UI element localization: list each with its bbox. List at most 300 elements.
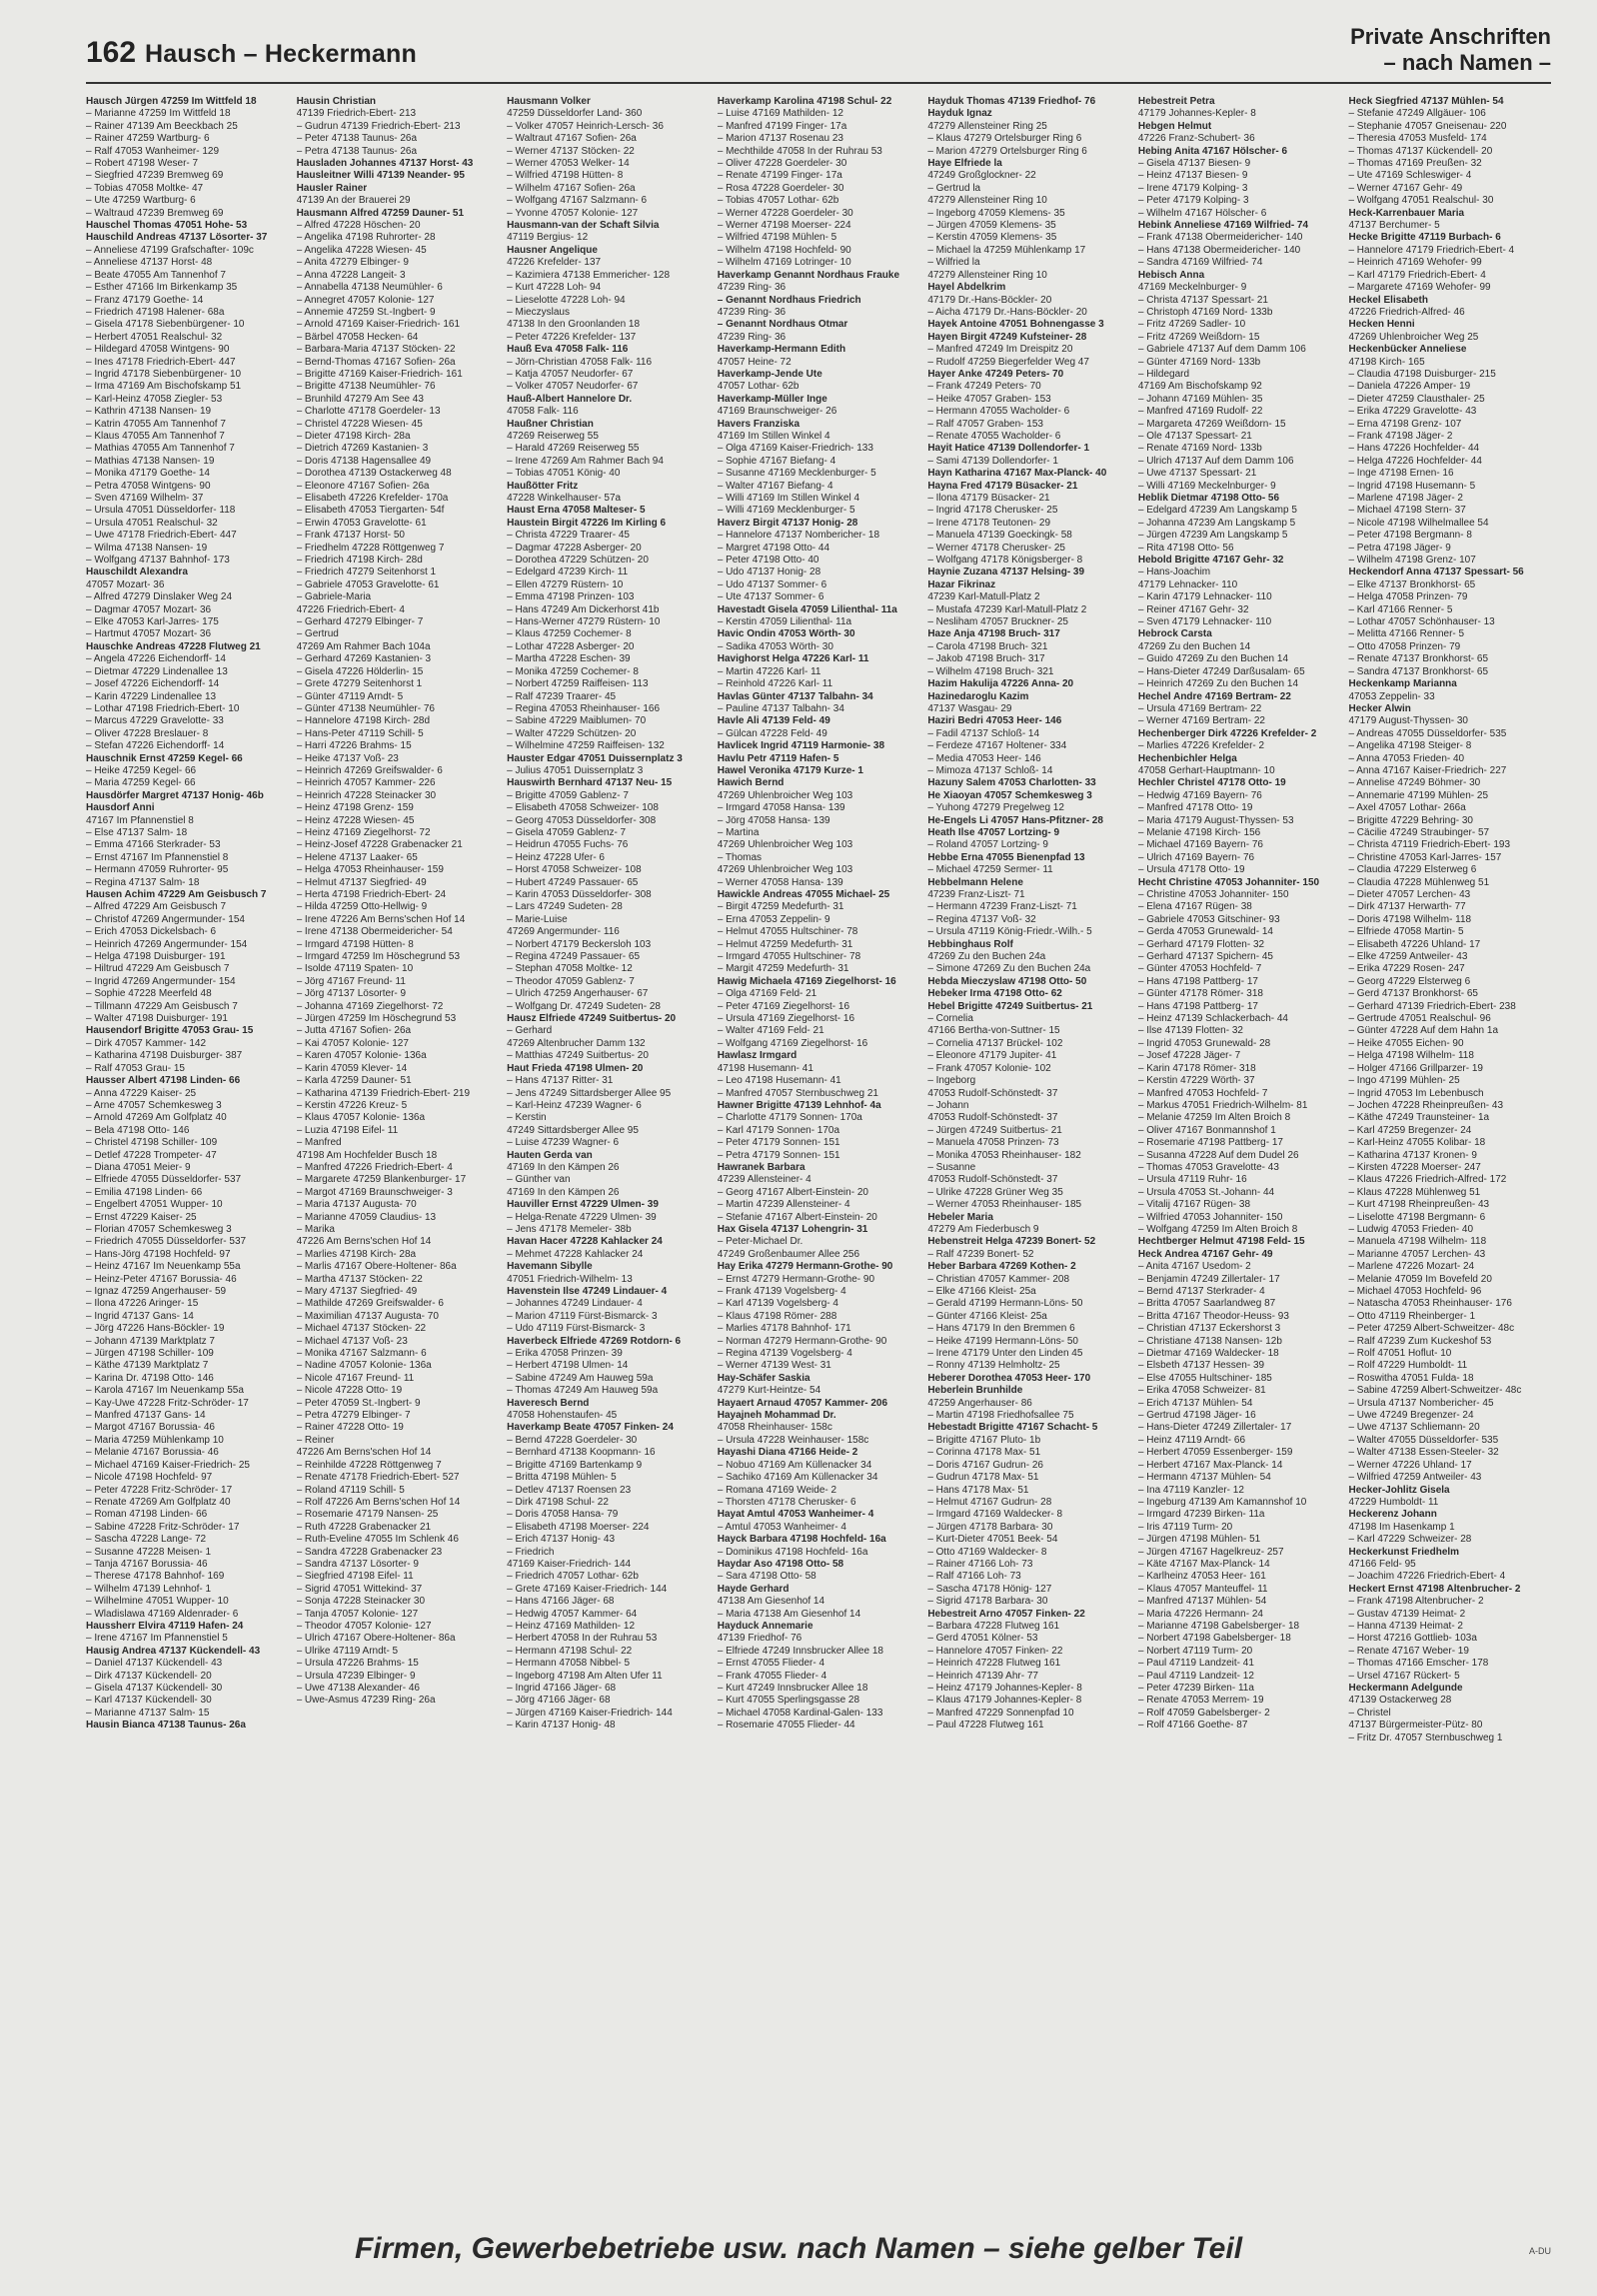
directory-name-entry: Hebing Anita 47167 Hölscher- 6 (1137, 145, 1288, 157)
directory-entry: – Helga 47198 Wilhelm- 118 (1348, 1050, 1474, 1062)
directory-entry: 47137 Berchumer- 5 (1348, 220, 1440, 232)
directory-entry: – Margit 47259 Medefurth- 31 (717, 963, 849, 975)
directory-entry: 47137 Bürgermeister-Pütz- 80 (1348, 1720, 1483, 1731)
directory-entry: – Hans 47198 Pattberg- 17 (1137, 975, 1258, 987)
directory-entry: – Christel 47228 Wiesen- 45 (296, 418, 423, 430)
directory-entry: – Brigitte 47169 Bartenkamp 9 (507, 1459, 643, 1471)
directory-entry: – Ralf 47239 Zum Kuckeshof 53 (1348, 1335, 1492, 1347)
directory-entry: – Liselotte 47198 Bergmann- 6 (1348, 1211, 1486, 1223)
directory-name-entry: Hax Gisela 47137 Lohengrin- 31 (717, 1223, 868, 1235)
directory-entry: – Ilona 47226 Aringer- 15 (86, 1298, 199, 1310)
directory-name-entry: Haverkamp Karolina 47198 Schul- 22 (717, 96, 892, 107)
directory-entry: – Irmgard 47259 Im Höschegrund 53 (296, 951, 461, 963)
directory-entry: – Renate 47269 Am Golfplatz 40 (86, 1496, 231, 1508)
directory-name-entry: Hauswirth Bernhard 47137 Neu- 15 (507, 777, 673, 789)
directory-entry: – Mechthilde 47058 In der Ruhrau 53 (717, 145, 882, 157)
directory-entry: – Mustafa 47239 Karl-Matull-Platz 2 (927, 603, 1087, 615)
directory-entry: – Hans 47226 Hochfelder- 44 (1348, 443, 1480, 455)
directory-entry: – Gustav 47139 Heimat- 2 (1348, 1608, 1466, 1620)
directory-entry: – Peter 47226 Krefelder- 137 (507, 331, 637, 343)
directory-entry: – Reiner (296, 1434, 335, 1446)
directory-entry: – Johann 47139 Marktplatz 7 (86, 1335, 215, 1347)
directory-name-entry: Hauviller Ernst 47229 Ulmen- 39 (507, 1199, 659, 1211)
directory-entry: – Rolf 47051 Hoflut- 10 (1348, 1348, 1452, 1360)
directory-entry: – Melanie 47259 Im Alten Broich 8 (1137, 1112, 1291, 1124)
directory-entry: – Ursula 47239 Elbinger- 9 (296, 1670, 416, 1682)
directory-entry: – Hildegard 47058 Wintgens- 90 (86, 344, 230, 356)
directory-entry: – Elisabeth 47226 Krefelder- 170a (296, 493, 449, 504)
directory-entry: – Gabriele 47053 Gravelotte- 61 (296, 578, 440, 590)
directory-entry: – Jürgen 47249 Suitbertus- 21 (927, 1124, 1062, 1136)
directory-entry: – Michael 47169 Kaiser-Friedrich- 25 (86, 1459, 250, 1471)
directory-entry: – Heidrun 47055 Fuchs- 76 (507, 839, 629, 851)
directory-entry: – Guido 47269 Zu den Buchen 14 (1137, 653, 1289, 665)
directory-entry: – Helga-Renate 47229 Ulmen- 39 (507, 1211, 657, 1223)
directory-entry: – Bernhard 47138 Koopmann- 16 (507, 1447, 656, 1459)
directory-entry: – Thomas 47053 Gravelotte- 43 (1137, 1161, 1279, 1173)
directory-entry: – Doris 47138 Hagensallee 49 (296, 455, 432, 467)
directory-entry: – Hedwig 47169 Bayern- 76 (1137, 789, 1262, 801)
directory-entry: 47057 Lothar- 62b (717, 381, 799, 393)
directory-entry: – Frank 47138 Obermeidericher- 140 (1137, 232, 1303, 244)
directory-entry: – Erika 47229 Gravelotte- 43 (1348, 406, 1477, 418)
directory-entry: 47057 Mozart- 36 (86, 578, 165, 590)
directory-entry: 47169 Braunschweiger- 26 (717, 406, 837, 418)
directory-entry: – Ursula 47226 Brahms- 15 (296, 1658, 419, 1670)
directory-entry: – Horst 47216 Gottlieb- 103a (1348, 1633, 1477, 1645)
directory-entry: – Karin 47059 Klever- 14 (296, 1062, 408, 1074)
directory-name-entry: Havers Franziska (717, 418, 800, 430)
directory-entry: – Paul 47228 Flutweg 161 (927, 1720, 1044, 1731)
directory-entry: – Ernst 47279 Hermann-Grothe- 90 (717, 1273, 875, 1285)
directory-entry: – Hildegard (1137, 368, 1190, 380)
directory-name-entry: Hebisch Anna (1137, 269, 1205, 281)
directory-entry: – Werner 47178 Cherusker- 25 (927, 542, 1065, 554)
directory-entry: – Walter 47169 Feld- 21 (717, 1025, 824, 1037)
directory-entry: – Jürgen 47198 Schiller- 109 (86, 1348, 214, 1360)
directory-entry: – Kerstin 47229 Wörth- 37 (1137, 1075, 1255, 1087)
directory-column-6 (1138, 96, 1341, 2218)
directory-entry: – Hartmut 47057 Mozart- 36 (86, 628, 212, 640)
directory-entry: – Roland 47057 Lortzing- 9 (927, 839, 1048, 851)
directory-entry: – Cäcilie 47249 Straubinger- 57 (1348, 826, 1490, 838)
directory-name-entry: Haverkamp Beate 47057 Finken- 24 (507, 1422, 674, 1434)
directory-entry: – Sabine 47229 Maiblumen- 70 (507, 715, 647, 727)
directory-name-entry: Hayduck Annemarie (717, 1620, 813, 1632)
directory-entry: – Marianne 47057 Lerchen- 43 (1348, 1248, 1486, 1260)
directory-entry: – Elisabeth 47198 Moerser- 224 (507, 1521, 650, 1533)
directory-entry: 47269 Uhlenbroicher Weg 103 (717, 839, 853, 851)
directory-entry: – Bela 47198 Otto- 146 (86, 1124, 190, 1136)
directory-entry: – Elisabeth 47058 Schweizer- 108 (507, 802, 659, 814)
directory-name-entry: Hebestreit Arno 47057 Finken- 22 (927, 1608, 1085, 1620)
directory-entry: – Josef 47228 Jäger- 7 (1137, 1050, 1241, 1062)
directory-entry: – Nicole 47228 Otto- 19 (296, 1385, 403, 1397)
directory-name-entry: Heckenbücker Anneliese (1348, 344, 1467, 356)
directory-entry: 47228 Winkelhauser- 57a (507, 493, 622, 504)
directory-entry: – Ole 47137 Spessart- 21 (1137, 430, 1252, 442)
directory-entry: – Heinz 47228 Ufer- 6 (507, 851, 605, 863)
directory-entry: – Klaus 47179 Johannes-Kepler- 8 (927, 1695, 1082, 1707)
directory-entry: – Tanja 47057 Kolonie- 127 (296, 1608, 419, 1620)
directory-entry: – Uwe-Asmus 47239 Ring- 26a (296, 1695, 436, 1707)
directory-entry: – Melitta 47166 Renner- 5 (1348, 628, 1465, 640)
directory-entry: – Margareta 47269 Weißdorn- 15 (1137, 418, 1286, 430)
directory-name-entry: Hazinedaroglu Kazim (927, 690, 1029, 702)
directory-name-entry: Hausmann Volker (507, 96, 591, 107)
directory-entry: – Manuela 47139 Goeckingk- 58 (927, 530, 1072, 542)
directory-entry: – Barbara-Maria 47137 Stöcken- 22 (296, 344, 456, 356)
directory-entry: – Martha 47228 Eschen- 39 (507, 653, 631, 665)
directory-entry: 47053 Zeppelin- 33 (1348, 690, 1435, 702)
directory-entry: – Georg 47167 Albert-Einstein- 20 (717, 1186, 868, 1198)
directory-entry: – Ralf 47239 Traarer- 45 (507, 690, 617, 702)
directory-entry: – Petra 47138 Taunus- 26a (296, 145, 418, 157)
directory-name-entry: Hawickle Andreas 47055 Michael- 25 (717, 889, 890, 900)
directory-name-entry: Hebestadt Brigitte 47167 Schacht- 5 (927, 1422, 1098, 1434)
directory-entry: – Hans-Joachim (1137, 567, 1211, 578)
directory-entry: – Karl-Heinz 47239 Wagner- 6 (507, 1099, 642, 1111)
directory-entry: – Monika 47053 Rheinhauser- 182 (927, 1149, 1081, 1161)
directory-entry: – Klaus 47259 Cochemer- 8 (507, 628, 632, 640)
directory-entry: – Katrin 47055 Am Tannenhof 7 (86, 418, 226, 430)
directory-entry: – Hans 47137 Ritter- 31 (507, 1075, 614, 1087)
directory-entry: – Gerhard 47137 Spichern- 45 (1137, 951, 1273, 963)
directory-entry: 47167 Im Pfannenstiel 8 (86, 814, 194, 826)
directory-entry: 47249 Großenbaumer Allee 256 (717, 1248, 860, 1260)
directory-entry: – Elsbeth 47137 Hessen- 39 (1137, 1360, 1265, 1372)
directory-entry: – Kurt-Dieter 47051 Beek- 54 (927, 1534, 1058, 1546)
directory-entry: – Peter 47179 Sonnen- 151 (717, 1137, 840, 1149)
directory-entry: – Sigrid 47051 Wittekind- 37 (296, 1583, 423, 1595)
directory-entry: – Herbert 47051 Realschul- 32 (86, 331, 223, 343)
directory-entry: – Else 47137 Salm- 18 (86, 826, 188, 838)
directory-name-entry: Haydar Aso 47198 Otto- 58 (717, 1558, 844, 1570)
directory-column-7 (1348, 96, 1551, 2218)
directory-entry: – Matthias 47249 Suitbertus- 20 (507, 1050, 649, 1062)
directory-entry: – Yvonne 47057 Kolonie- 127 (507, 207, 639, 219)
directory-entry: – Walter 47229 Schützen- 20 (507, 727, 637, 739)
directory-entry: – Elisabeth 47053 Tiergarten- 54f (296, 505, 445, 517)
directory-entry: – Heinrich 47228 Flutweg 161 (927, 1658, 1061, 1670)
directory-entry: – Maria 47179 August-Thyssen- 53 (1137, 814, 1294, 826)
directory-entry: – Günther van (507, 1174, 571, 1186)
directory-entry: 47269 Uhlenbroicher Weg 103 (717, 789, 853, 801)
directory-entry: – Anneliese 47137 Horst- 48 (86, 257, 213, 269)
directory-entry: – Klaus 47226 Friedrich-Alfred- 172 (1348, 1174, 1507, 1186)
directory-entry: – Karin 47137 Honig- 48 (507, 1720, 616, 1731)
directory-entry: – Heinrich 47269 Zu den Buchen 14 (1137, 678, 1299, 690)
directory-entry: – Emma 47166 Sterkrader- 53 (86, 839, 221, 851)
directory-entry: – Holger 47166 Grillparzer- 19 (1348, 1062, 1483, 1074)
directory-entry: – Hermann 47239 Franz-Liszt- 71 (927, 901, 1077, 913)
directory-entry: – Erich 47053 Dickelsbach- 6 (86, 926, 217, 938)
directory-entry: 47139 Friedrich-Ebert- 213 (296, 108, 417, 120)
directory-entry: – Karl 47179 Sonnen- 170a (717, 1124, 840, 1136)
directory-entry: – Paul 47119 Landzeit- 12 (1137, 1670, 1254, 1682)
directory-name-entry: Hayat Amtul 47053 Wanheimer- 4 (717, 1509, 874, 1521)
directory-entry: – Werner 47226 Uhland- 17 (1348, 1459, 1472, 1471)
directory-entry: – Karin 47179 Lehnacker- 110 (1137, 591, 1272, 603)
directory-entry: 47139 An der Brauerei 29 (296, 195, 411, 207)
directory-entry: – Manfred 47057 Sternbuschweg 21 (717, 1087, 878, 1099)
directory-entry: – Ursula 47169 Ziegelhorst- 16 (717, 1013, 855, 1025)
directory-entry: – Angelika 47228 Wiesen- 45 (296, 244, 427, 256)
directory-entry: – Susanne (927, 1161, 976, 1173)
directory-entry: – Heinz-Josef 47228 Grabenacker 21 (296, 839, 463, 851)
directory-entry: – Engelbert 47051 Wupper- 10 (86, 1199, 223, 1211)
directory-entry: – Ursula 47051 Realschul- 32 (86, 517, 218, 529)
directory-entry: – Günter 47169 Nord- 133b (1137, 356, 1261, 368)
directory-entry: – Kirsten 47228 Moerser- 247 (1348, 1161, 1481, 1173)
directory-entry: – Friedhelm 47228 Röttgenweg 7 (296, 542, 445, 554)
directory-entry: – Wolfgang Dr. 47249 Sudeten- 28 (507, 1000, 661, 1012)
directory-entry: – Theodor 47059 Gablenz- 7 (507, 975, 635, 987)
directory-entry: – Gisela 47137 Kückendell- 30 (86, 1683, 223, 1694)
directory-entry: 47279 Allensteiner Ring 10 (927, 269, 1047, 281)
directory-entry: – Lieselotte 47228 Loh- 94 (507, 294, 626, 306)
directory-entry: – Wolfgang 47167 Salzmann- 6 (507, 195, 648, 207)
directory-entry: – Nobuo 47169 Am Küllenacker 34 (717, 1459, 872, 1471)
directory-entry: – Susanna 47228 Auf dem Dudel 26 (1137, 1149, 1299, 1161)
directory-entry: – Karl-Heinz 47055 Kolibar- 18 (1348, 1137, 1486, 1149)
directory-name-entry: Hausner Angelique (507, 244, 598, 256)
directory-entry: – Rolf 47166 Goethe- 87 (1137, 1720, 1248, 1731)
directory-entry: – Friedrich 47057 Lothar- 62b (507, 1571, 639, 1583)
directory-entry: – Rainer 47228 Otto- 19 (296, 1422, 404, 1434)
directory-entry: – Cornelia (927, 1013, 973, 1025)
directory-entry: – Ute 47259 Wartburg- 6 (86, 195, 196, 207)
directory-entry: – Irene 47167 Im Pfannenstiel 5 (86, 1633, 228, 1645)
directory-entry: – Peter 47059 St.-Ingbert- 9 (296, 1397, 421, 1409)
directory-column-2 (297, 96, 500, 2218)
directory-entry: – Daniel 47137 Kückendell- 43 (86, 1658, 223, 1670)
directory-entry: – Josef 47226 Eichendorff- 14 (86, 678, 220, 690)
directory-entry: – Uwe 47137 Schliemann- 20 (1348, 1422, 1480, 1434)
directory-entry: – Kurt 47249 Innsbrucker Allee 18 (717, 1683, 868, 1694)
directory-name-entry: Hawner Brigitte 47139 Lehnhof- 4a (717, 1099, 881, 1111)
directory-entry: – Eleonore 47167 Sofien- 26a (296, 480, 430, 492)
directory-entry: 47249 Großglockner- 22 (927, 170, 1036, 182)
directory-entry: – Sophie 47167 Biefang- 4 (717, 455, 836, 467)
directory-entry: – Hans 47178 Max- 51 (927, 1484, 1029, 1496)
directory-entry: – Marianne 47198 Gabelsberger- 18 (1137, 1620, 1300, 1632)
directory-entry: – Manfred 47226 Friedrich-Ebert- 4 (296, 1161, 453, 1173)
directory-entry: – Andreas 47055 Düsseldorfer- 535 (1348, 727, 1507, 739)
directory-entry: – Wilhelm 47198 Bruch- 321 (927, 665, 1054, 677)
directory-entry: – Karola 47167 Im Neuenkamp 55a (86, 1385, 244, 1397)
directory-entry: – Simone 47269 Zu den Buchen 24a (927, 963, 1091, 975)
directory-entry: – Ralf 47166 Loh- 73 (927, 1571, 1021, 1583)
section-heading-line-1: Private Anschriften (1350, 24, 1551, 49)
directory-entry: 47226 Am Berns'schen Hof 14 (296, 1447, 432, 1459)
directory-entry: – Wolfgang 47051 Realschul- 30 (1348, 195, 1494, 207)
directory-entry: – Elfriede 47055 Düsseldorfer- 537 (86, 1174, 242, 1186)
directory-entry: – Tobias 47058 Moltke- 47 (86, 182, 204, 194)
directory-entry: – Ingo 47199 Mühlen- 25 (1348, 1075, 1460, 1087)
directory-entry: – Lothar 47057 Schönhauser- 13 (1348, 616, 1495, 628)
directory-entry: – Christian 47137 Eckershorst 3 (1137, 1323, 1281, 1335)
directory-entry: – Olga 47169 Kaiser-Friedrich- 133 (717, 443, 873, 455)
directory-entry: – Elfriede 47249 Innsbrucker Allee 18 (717, 1645, 883, 1657)
directory-name-entry: Haveresch Bernd (507, 1397, 590, 1409)
directory-entry: – Maria 47259 Mühlenkamp 10 (86, 1434, 224, 1446)
directory-entry: – Media 47053 Heer- 146 (927, 752, 1041, 764)
directory-name-entry: Haussherr Elvira 47119 Hafen- 24 (86, 1620, 244, 1632)
directory-entry: – Mary 47137 Siegfried- 49 (296, 1286, 418, 1297)
directory-entry: – Ingrid 47053 Im Lebenbusch (1348, 1087, 1484, 1099)
directory-entry: – Dieter 47259 Clausthaler- 25 (1348, 393, 1485, 405)
directory-entry: – Reinhilde 47228 Röttgenweg 7 (296, 1459, 442, 1471)
directory-entry: – Martin 47239 Allensteiner- 4 (717, 1199, 850, 1211)
directory-entry: – Karl 47139 Vogelsberg- 4 (717, 1298, 838, 1310)
directory-entry: – Dirk 47137 Kückendell- 20 (86, 1670, 212, 1682)
directory-entry: – Gerhard 47179 Flotten- 32 (1137, 938, 1265, 950)
directory-entry: – Detlef 47228 Trompeter- 47 (86, 1149, 217, 1161)
directory-entry: – Olga 47169 Feld- 21 (717, 988, 817, 1000)
directory-name-entry: Haußötter Fritz (507, 480, 579, 492)
directory-entry: 47198 Husemann- 41 (717, 1062, 813, 1074)
directory-entry: – Siegfried 47239 Bremweg 69 (86, 170, 224, 182)
directory-entry: – Heinz 47137 Biesen- 9 (1137, 170, 1248, 182)
directory-entry: – Peter-Michael Dr. (717, 1236, 803, 1248)
directory-entry: – Ursula 47051 Düsseldorfer- 118 (86, 505, 236, 517)
directory-name-entry: Hebgen Helmut (1137, 120, 1212, 132)
directory-entry: – Britta 47198 Mühlen- 5 (507, 1472, 617, 1484)
directory-name-entry: Havlicek Ingrid 47119 Harmonie- 38 (717, 740, 885, 752)
directory-name-entry: Hausz Elfriede 47249 Suitbertus- 20 (507, 1013, 677, 1025)
directory-entry: 47139 Ostackerweg 28 (1348, 1695, 1452, 1707)
directory-entry: – Maria 47138 Am Giesenhof 14 (717, 1608, 861, 1620)
directory-entry: – Ursel 47167 Rückert- 5 (1348, 1670, 1460, 1682)
directory-entry: – Norbert 47259 Raiffeisen- 113 (507, 678, 649, 690)
directory-name-entry: Heck Andrea 47167 Gehr- 49 (1137, 1248, 1273, 1260)
directory-entry: – Luise 47239 Wagner- 6 (507, 1137, 620, 1149)
directory-entry: 47138 In den Groonlanden 18 (507, 319, 641, 331)
directory-entry: – Peter 47169 Ziegelhorst- 16 (717, 1000, 850, 1012)
directory-entry: – Hedwig 47057 Kammer- 64 (507, 1608, 638, 1620)
directory-entry: – Dirk 47137 Herwarth- 77 (1348, 901, 1466, 913)
directory-name-entry: Haverz Birgit 47137 Honig- 28 (717, 517, 858, 529)
directory-entry: – Wolfgang 47169 Ziegelhorst- 16 (717, 1037, 868, 1049)
directory-entry: – Willi 47169 Mecklenburger- 5 (717, 505, 855, 517)
directory-name-entry: Hausladen Johannes 47137 Horst- 43 (296, 158, 474, 170)
directory-columns (86, 96, 1551, 2218)
directory-entry: – Peter 47198 Otto- 40 (717, 555, 819, 567)
directory-entry: – Hans 47249 Am Dickerhorst 41b (507, 603, 660, 615)
directory-name-entry: Hayck Barbara 47198 Hochfeld- 16a (717, 1534, 886, 1546)
directory-entry: – Petra 47179 Sonnen- 151 (717, 1149, 840, 1161)
directory-entry: – Marion 47137 Rosenau 23 (717, 133, 843, 145)
directory-entry: – Marika (296, 1223, 335, 1235)
directory-entry: – Frank 47137 Horst- 50 (296, 530, 405, 542)
directory-entry: – Oliver 47228 Goerdeler- 30 (717, 158, 847, 170)
directory-name-entry: Hebeler Maria (927, 1211, 993, 1223)
directory-entry: – Sandra 47137 Bronkhorst- 65 (1348, 665, 1489, 677)
directory-entry: – Erna 47053 Zeppelin- 9 (717, 913, 830, 925)
page-header (0, 0, 1597, 100)
directory-entry: – Benjamin 47249 Zillertaler- 17 (1137, 1273, 1280, 1285)
directory-name-entry: Hebold Brigitte 47167 Gehr- 32 (1137, 555, 1284, 567)
directory-name-entry: Hayduk Ignaz (927, 108, 992, 120)
directory-name-entry: Hausin Bianca 47138 Taunus- 26a (86, 1720, 246, 1731)
directory-entry: – Claudia 47228 Mühlenweg 51 (1348, 876, 1490, 888)
directory-entry: – Werner 47053 Rheinhauser- 185 (927, 1199, 1082, 1211)
directory-entry: – Hans-Dieter 47249 Zillertaler- 17 (1137, 1422, 1292, 1434)
directory-entry: – Reinhold 47226 Karl- 11 (717, 678, 833, 690)
directory-entry: – Klaus 47057 Kolonie- 136a (296, 1112, 426, 1124)
directory-entry: – Hermann 47137 Mühlen- 54 (1137, 1472, 1271, 1484)
directory-entry: – Tobias 47051 König- 40 (507, 468, 621, 480)
directory-entry: – Angela 47226 Eichendorff- 14 (86, 653, 226, 665)
directory-entry: – Christa 47229 Traarer- 45 (507, 530, 630, 542)
directory-entry: – Christof 47269 Angermunder- 154 (86, 913, 245, 925)
directory-entry: – Martin 47226 Karl- 11 (717, 665, 821, 677)
directory-entry: – Arnold 47169 Kaiser-Friedrich- 161 (296, 319, 461, 331)
directory-entry: – Margot 47167 Borussia- 46 (86, 1422, 215, 1434)
directory-entry: 47058 Rheinhauser- 158c (717, 1422, 832, 1434)
directory-entry: – Wilhelm 47139 Lehnhof- 1 (86, 1583, 212, 1595)
directory-entry: 47198 Im Hasenkamp 1 (1348, 1521, 1455, 1533)
directory-name-entry: Hazar Fikrinaz (927, 578, 996, 590)
directory-entry: – Irma 47169 Am Bischofskamp 51 (86, 381, 242, 393)
directory-entry: – Heinz-Peter 47167 Borussia- 46 (86, 1273, 237, 1285)
directory-entry: – Herbert 47167 Max-Planck- 14 (1137, 1459, 1283, 1471)
directory-entry: 47239 Franz-Liszt- 71 (927, 889, 1025, 900)
directory-entry: – Thomas 47166 Emscher- 178 (1348, 1658, 1489, 1670)
directory-entry: – Ulrike 47119 Arndt- 5 (296, 1645, 399, 1657)
directory-entry: – Günter 47228 Auf dem Hahn 1a (1348, 1025, 1499, 1037)
directory-name-entry: Hawlasz Irmgard (717, 1050, 798, 1062)
directory-entry: – Alfred 47229 Am Geisbusch 7 (86, 901, 227, 913)
directory-entry: – Heinz 47198 Grenz- 159 (296, 802, 414, 814)
directory-entry: – Harri 47226 Brahms- 15 (296, 740, 412, 752)
directory-entry: – Iris 47119 Turm- 20 (1137, 1521, 1233, 1533)
directory-entry: – Käthe 47249 Traunsteiner- 1a (1348, 1112, 1490, 1124)
directory-entry: – Brigitte 47059 Gablenz- 7 (507, 789, 629, 801)
directory-name-entry: Hausch Jürgen 47259 Im Wittfeld 18 (86, 96, 257, 107)
directory-entry: – Günter 47053 Hochfeld- 7 (1137, 963, 1262, 975)
directory-entry: – Karl 47259 Bregenzer- 24 (1348, 1124, 1472, 1136)
directory-entry: – Thomas 47137 Kückendell- 20 (1348, 145, 1493, 157)
directory-entry: – Heike 47259 Kegel- 66 (86, 764, 197, 776)
directory-entry: – Michael 47137 Stöcken- 22 (296, 1323, 427, 1335)
directory-entry: – Gudrun 47178 Max- 51 (927, 1472, 1039, 1484)
directory-entry: 47179 Johannes-Kepler- 8 (1137, 108, 1256, 120)
directory-entry: – Harald 47269 Reiserweg 55 (507, 443, 640, 455)
directory-entry: – Gertrud (296, 628, 339, 640)
directory-name-entry: Hayit Hatice 47139 Dollendorfer- 1 (927, 443, 1090, 455)
directory-entry: – Walter 47138 Essen-Steeler- 32 (1348, 1447, 1499, 1459)
directory-entry: – Margot 47169 Braunschweiger- 3 (296, 1186, 453, 1198)
directory-entry: 47269 Zu den Buchen 14 (1137, 640, 1251, 652)
directory-entry: – Karin 47178 Römer- 318 (1137, 1062, 1256, 1074)
directory-name-entry: Heberer Dorothea 47053 Heer- 170 (927, 1372, 1091, 1384)
directory-entry: – Ulrich 47259 Angerhauser- 67 (507, 988, 649, 1000)
directory-entry: – Mathias 47138 Nansen- 19 (86, 455, 215, 467)
directory-name-entry: Heber Barbara 47269 Kothen- 2 (927, 1261, 1076, 1273)
directory-entry: – Theodor 47057 Kolonie- 127 (296, 1620, 432, 1632)
directory-entry: – Anna 47053 Frieden- 40 (1348, 752, 1465, 764)
directory-entry: – Michael 47058 Kardinal-Galen- 133 (717, 1707, 883, 1719)
directory-entry: – Werner 47139 West- 31 (717, 1360, 831, 1372)
directory-entry: – Irmgard 47058 Hansa- 139 (717, 802, 845, 814)
directory-entry: – Petra 47058 Wintgens- 90 (86, 480, 211, 492)
directory-entry: – Hannelore 47198 Kirch- 28d (296, 715, 431, 727)
directory-name-entry: Hausmann-van der Schaft Silvia (507, 220, 660, 232)
directory-entry: – Claudia 47229 Elsterweg 6 (1348, 864, 1477, 876)
directory-column-3 (507, 96, 710, 2218)
